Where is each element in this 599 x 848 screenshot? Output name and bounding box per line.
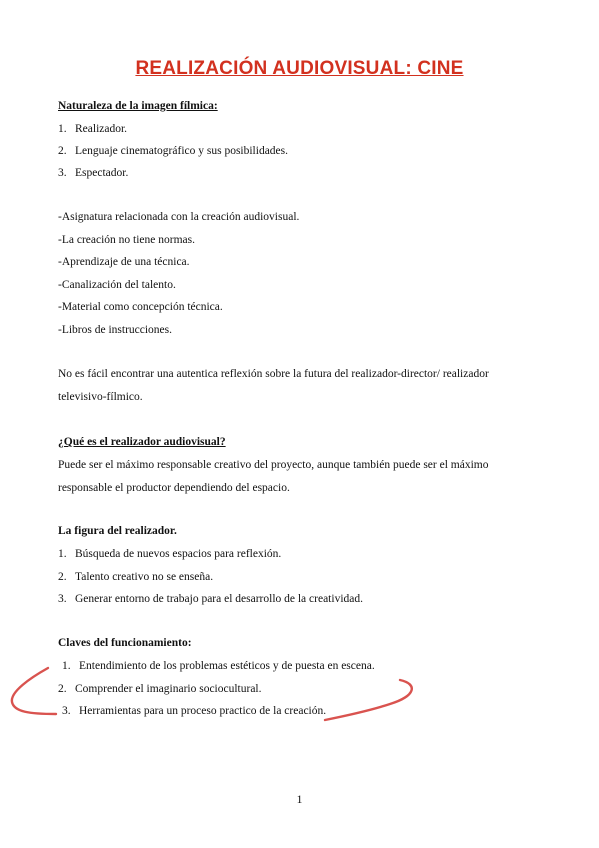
section-heading-figura: La figura del realizador. xyxy=(58,525,177,537)
list-text: Realizador. xyxy=(75,123,128,135)
list-number: 3. xyxy=(58,593,67,605)
page-number: 1 xyxy=(296,792,303,806)
section-heading-claves: Claves del funcionamiento: xyxy=(58,637,192,649)
dash-item: -Libros de instrucciones. xyxy=(58,324,173,336)
dash-item: -La creación no tiene normas. xyxy=(58,234,195,246)
list-number: 1. xyxy=(58,123,67,135)
list-text: Generar entorno de trabajo para el desarrollo de la creatividad. xyxy=(75,593,363,605)
annotation-stroke-left xyxy=(12,668,56,714)
list-number: 1. xyxy=(62,660,71,672)
section-heading-que-es: ¿Qué es el realizador audiovisual? xyxy=(58,436,226,448)
list-text: Herramientas para un proceso practico de la creación. xyxy=(79,705,327,717)
dash-item: -Canalización del talento. xyxy=(58,279,176,291)
list-number: 3. xyxy=(62,705,71,717)
list-text: Talento creativo no se enseña. xyxy=(75,571,214,583)
list-number: 1. xyxy=(58,548,67,560)
list-text: Entendimiento de los problemas estéticos y de puesta en escena. xyxy=(79,660,375,672)
dash-item: -Aprendizaje de una técnica. xyxy=(58,256,190,268)
list-text: Lenguaje cinematográfico y sus posibilidades. xyxy=(75,145,289,157)
dash-item: -Asignatura relacionada con la creación audiovisual. xyxy=(58,211,300,223)
paragraph-line: No es fácil encontrar una autentica reflexión sobre la futura del realizador-director/ realizador xyxy=(58,368,489,380)
list-number: 3. xyxy=(58,167,67,179)
list-number: 2. xyxy=(58,571,67,583)
annotation-stroke-right xyxy=(325,680,412,720)
list-text: Comprender el imaginario sociocultural. xyxy=(75,683,262,695)
list-number: 2. xyxy=(58,683,67,695)
paragraph-line: televisivo-fílmico. xyxy=(58,391,143,403)
paragraph-line: responsable el productor dependiendo del espacio. xyxy=(58,482,290,494)
list-text: Búsqueda de nuevos espacios para reflexión. xyxy=(75,548,282,560)
list-text: Espectador. xyxy=(75,167,129,179)
section-heading-naturaleza: Naturaleza de la imagen fílmica: xyxy=(58,100,218,112)
paragraph-line: Puede ser el máximo responsable creativo del proyecto, aunque también puede ser el máximo xyxy=(58,459,489,471)
page-title: REALIZACIÓN AUDIOVISUAL: CINE xyxy=(135,58,464,79)
dash-item: -Material como concepción técnica. xyxy=(58,301,223,313)
list-number: 2. xyxy=(58,145,67,157)
